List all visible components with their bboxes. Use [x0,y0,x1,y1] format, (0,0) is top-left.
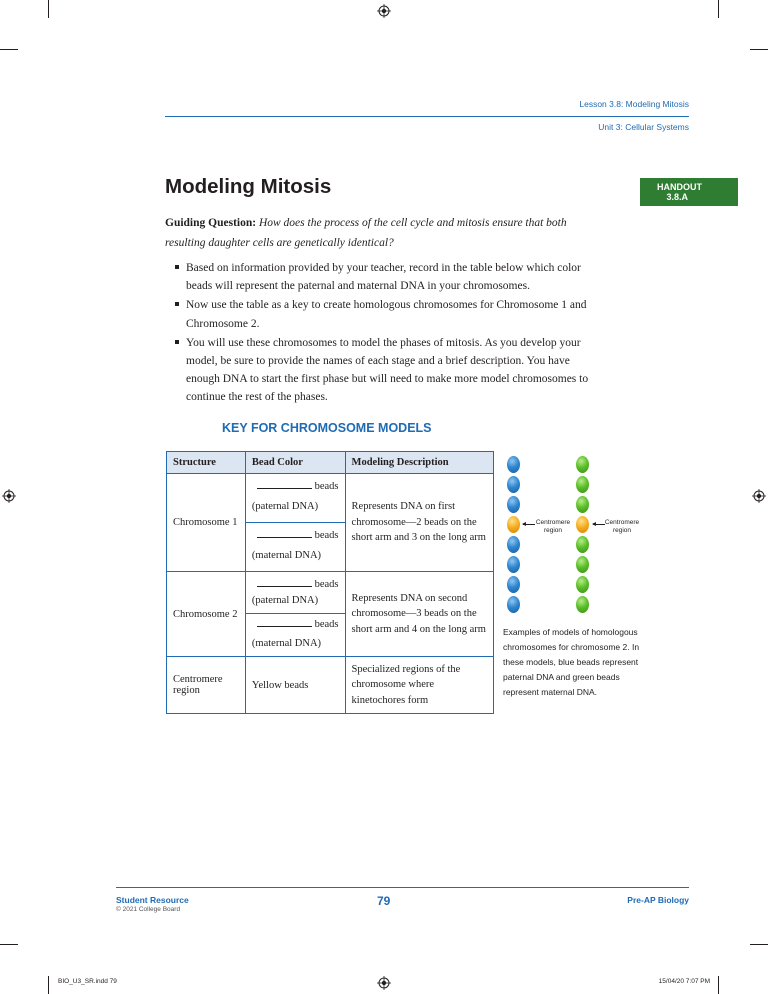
paternal-bead [507,576,520,593]
beads-label: beads [314,530,339,541]
table-header: Modeling Description [345,452,493,474]
handout-label: HANDOUT [657,182,702,192]
paternal-bead [507,596,520,613]
footer-copyright: © 2021 College Board [116,906,181,913]
slug-filename: BIO_U3_SR.indd 79 [58,978,117,985]
maternal-bead [576,496,589,513]
bead-color-cell: Yellow beads [245,657,345,714]
bead-color-cell [245,523,345,572]
beads-label: beads [314,481,339,492]
chromosome-key-table [166,451,494,714]
crop-mark [718,976,719,994]
answer-blank[interactable] [257,528,312,538]
lesson-header: Lesson 3.8: Modeling Mitosis [579,99,689,109]
registration-mark-icon [752,489,766,503]
crop-mark [0,49,18,50]
description-cell: Represents DNA on first chromosome—2 beads on the short arm and 3 on the long arm [345,474,493,572]
bead-color-cell [245,474,345,523]
structure-cell: Chromosome 1 [167,474,246,572]
paternal-label: (paternal DNA) [251,595,319,606]
header-rule [165,116,689,117]
description-cell: Represents DNA on second chromosome—3 beads on the short arm and 4 on the long arm [345,572,493,657]
beads-label: beads [314,579,339,590]
bead-color-cell [245,614,345,657]
crop-mark [48,976,49,994]
figure-caption: Examples of models of homologous chromosomes for chromosome 2. In these models, blue beads represent paternal DNA and green beads represent maternal DNA. [503,627,640,697]
paternal-label: (paternal DNA) [251,501,319,512]
footer-rule [116,887,689,888]
unit-header: Unit 3: Cellular Systems [598,122,689,132]
table-header: Bead Color [245,452,345,474]
page-number: 79 [377,894,391,908]
maternal-label: (maternal DNA) [251,550,322,561]
paternal-bead [507,456,520,473]
instruction-item: Now use the table as a key to create homologous chromosomes for Chromosome 1 and Chromosome 2. [175,296,605,332]
crop-mark [750,49,768,50]
answer-blank[interactable] [257,479,312,489]
guiding-question [165,213,605,253]
handout-badge [640,178,738,206]
description-cell: Specialized regions of the chromosome where kinetochores form [345,657,493,714]
key-heading: KEY FOR CHROMOSOME MODELS [222,421,432,435]
structure-cell: Chromosome 2 [167,572,246,657]
page-title: Modeling Mitosis [165,175,332,198]
footer-resource: Student Resource [116,895,189,905]
table-header-row [167,452,494,474]
registration-mark-icon [377,4,391,18]
handout-number: 3.8.A [666,192,688,202]
instruction-item: You will use these chromosomes to model the phases of mitosis. As you develop your model, be sure to provide the names of each stage and a brief description. You have enough DNA to start the first phase but will need to make more model chromosomes to continue the rest of the phases. [175,334,605,407]
registration-mark-icon [2,489,16,503]
crop-mark [718,0,719,18]
centromere-bead [507,516,520,533]
instruction-list [175,259,605,408]
callout-arrow-icon [523,524,535,525]
footer-course: Pre-AP Biology [627,895,689,905]
table-header: Structure [167,452,246,474]
paternal-bead [507,536,520,553]
maternal-bead [576,596,589,613]
bead-color-cell [245,572,345,614]
registration-mark-icon [377,976,391,990]
maternal-bead [576,576,589,593]
paternal-bead [507,556,520,573]
answer-blank[interactable] [257,617,312,627]
guiding-question-label: Guiding Question: [165,217,257,229]
instruction-item: Based on information provided by your teacher, record in the table below which color beads will represent the paternal and maternal DNA in your chromosomes. [175,259,605,295]
centromere-callout: Centromere region [535,519,571,534]
maternal-label: (maternal DNA) [251,638,322,649]
beads-label: beads [314,619,339,630]
paternal-bead [507,496,520,513]
maternal-bead [576,476,589,493]
table-row [167,474,494,523]
slug-date: 15/04/20 7:07 PM [658,978,710,985]
maternal-bead [576,536,589,553]
centromere-callout: Centromere region [604,519,640,534]
maternal-bead [576,456,589,473]
structure-cell: Centromere region [167,657,246,714]
table-row [167,657,494,714]
maternal-bead [576,556,589,573]
crop-mark [750,944,768,945]
table-row [167,572,494,614]
crop-mark [48,0,49,18]
guiding-question-text: How does the process of the cell cycle and mitosis ensure that both resulting daughter cells are genetically identical? [165,217,567,249]
answer-blank[interactable] [257,577,312,587]
crop-mark [0,944,18,945]
paternal-bead [507,476,520,493]
centromere-bead [576,516,589,533]
